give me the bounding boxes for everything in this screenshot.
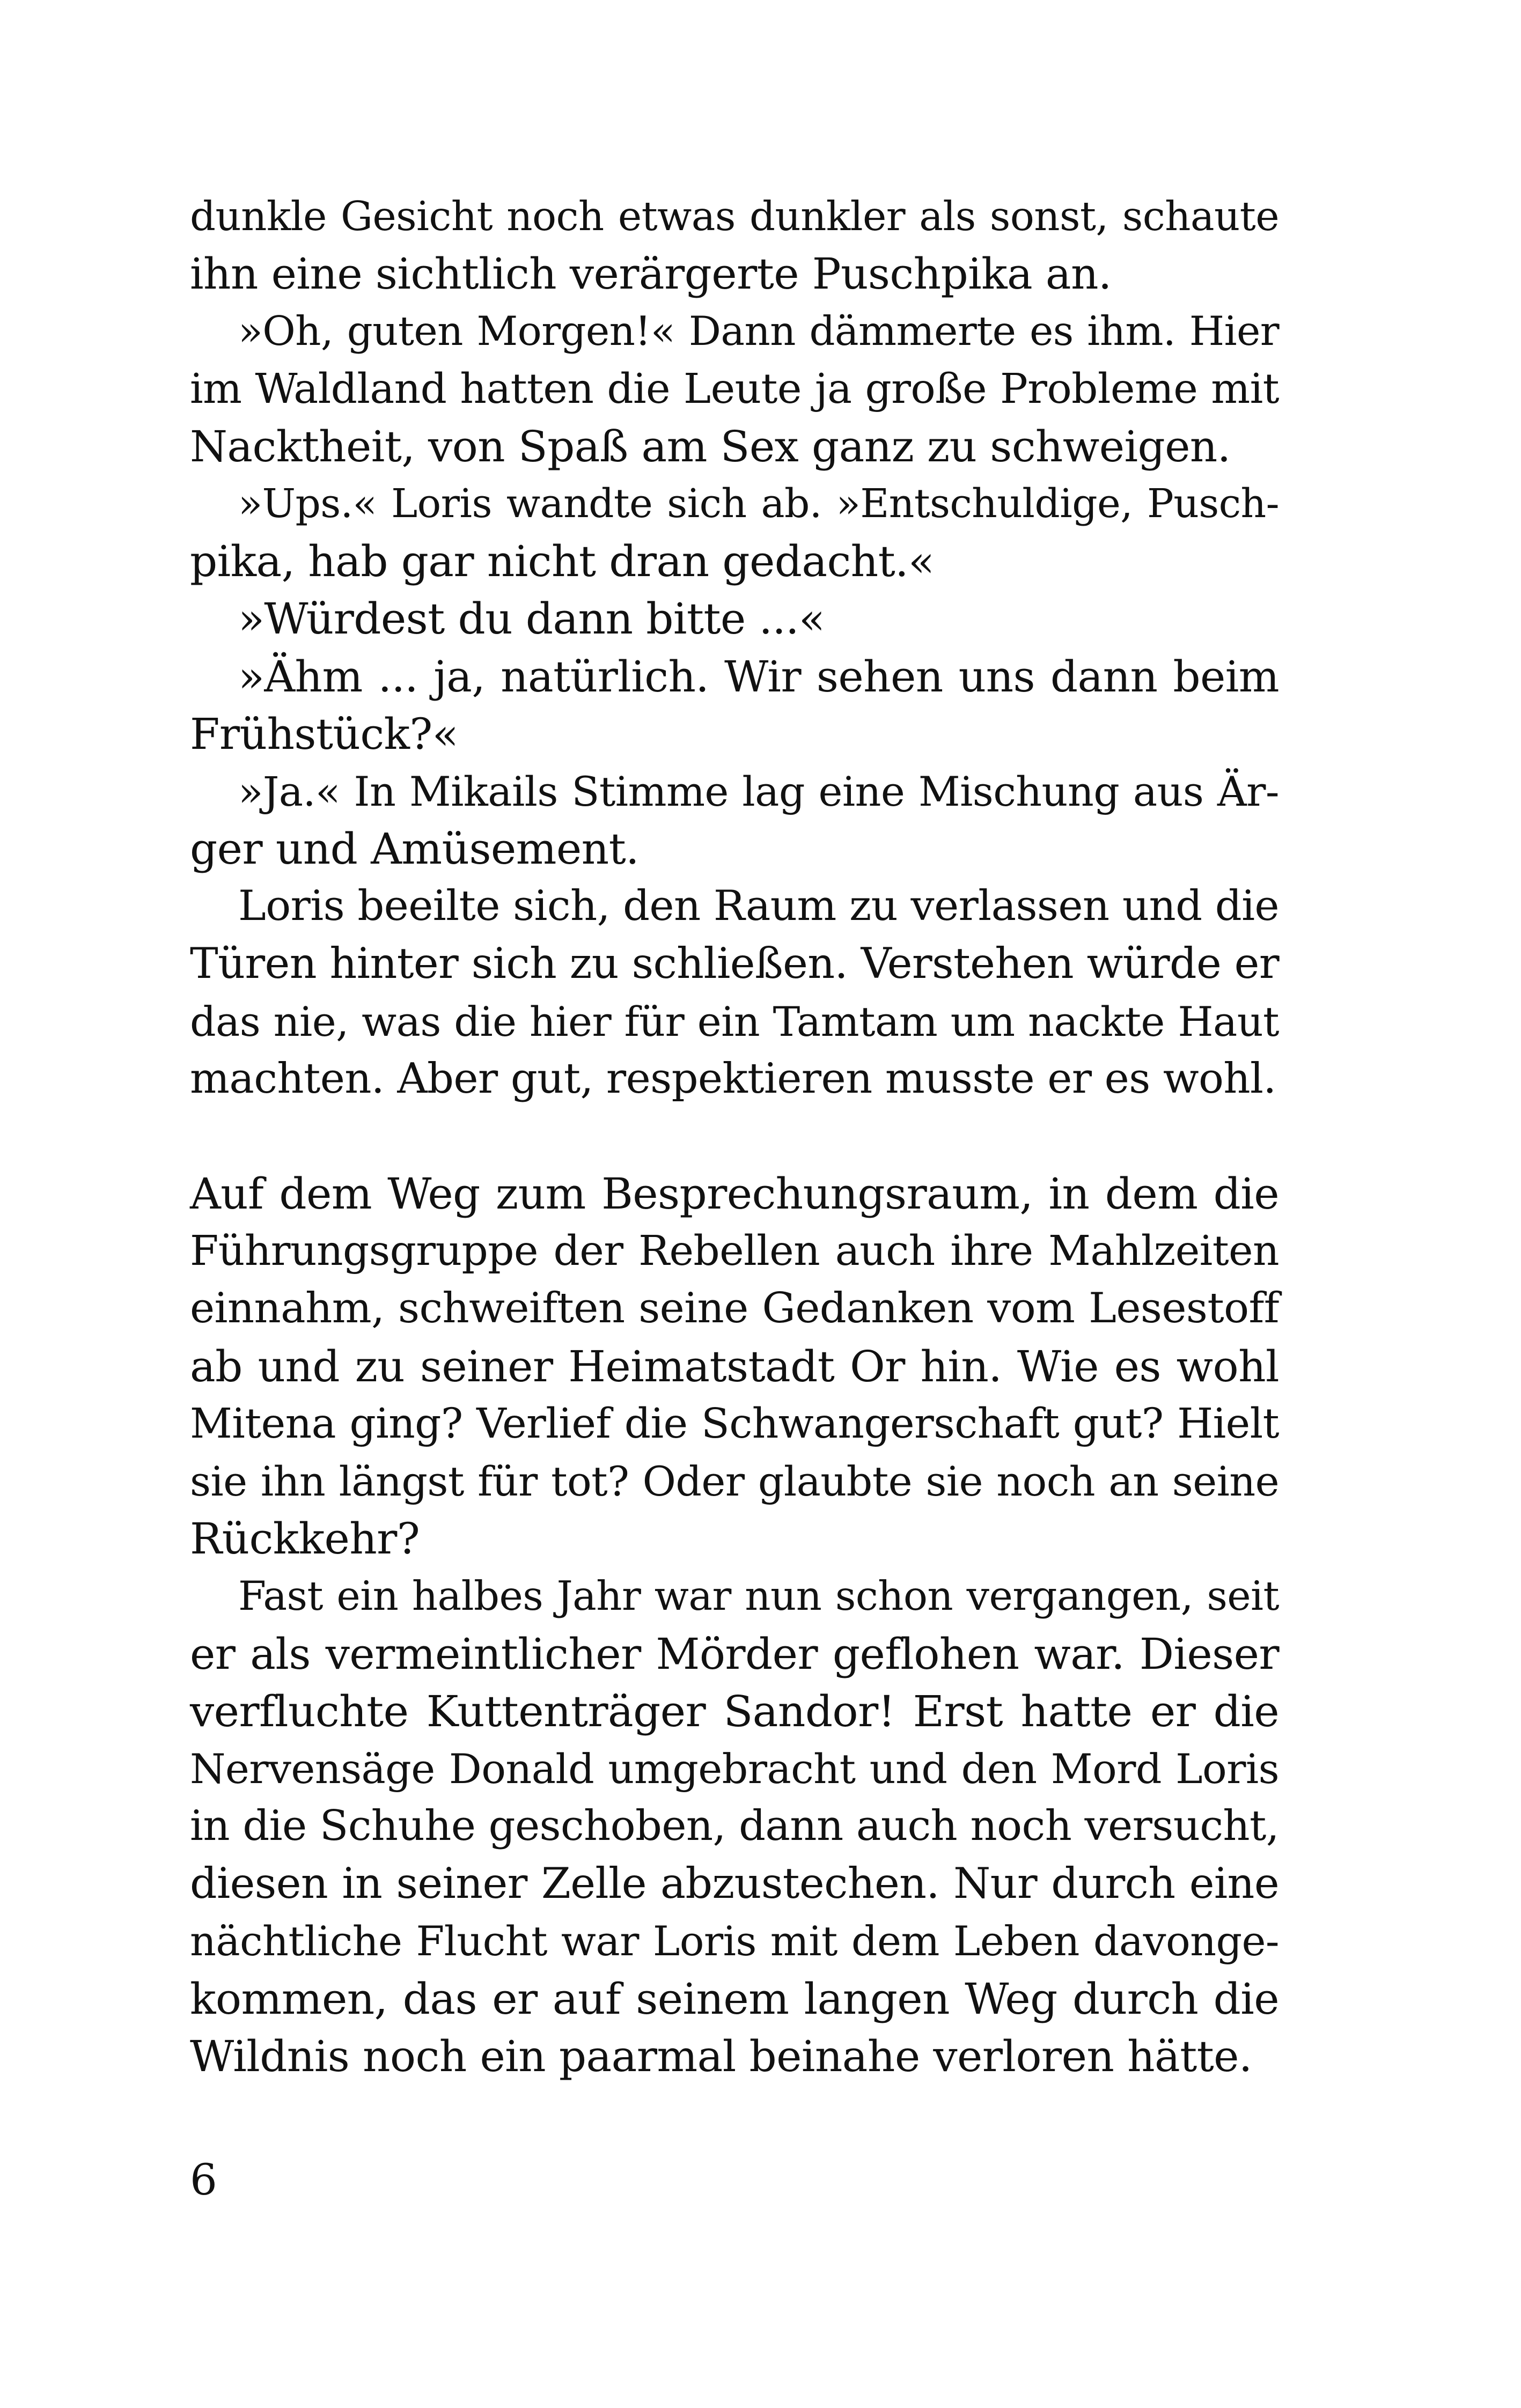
text-line: »Oh, guten Morgen!« Dann dämmerte es ihm. Hier	[238, 307, 1279, 355]
text-line: einnahm, schweiften seine Gedanken vom Lesestoff	[190, 1284, 1279, 1333]
text-line: »Ja.« In Mikails Stimme lag eine Mischung aus Är-	[238, 767, 1279, 815]
text-line: ihn eine sichtlich verärgerte Puschpika an.	[190, 249, 1112, 299]
book-page-body	[190, 188, 1279, 2280]
text-line: Führungsgruppe der Rebellen auch ihre Mahlzeiten	[190, 1227, 1279, 1276]
text-line: ab und zu seiner Heimatstadt Or hin. Wie es wohl	[190, 1341, 1279, 1391]
text-line: Frühstück?«	[190, 709, 459, 759]
text-line: pika, hab gar nicht dran gedacht.«	[190, 536, 935, 587]
text-line: »Ähm ... ja, natürlich. Wir sehen uns dann beim	[238, 651, 1279, 702]
text-line: Nervensäge Donald umgebracht und den Mord Loris	[190, 1744, 1279, 1793]
text-line: sie ihn längst für tot? Oder glaubte sie noch an seine	[190, 1457, 1279, 1505]
page-number: 6	[190, 2155, 217, 2205]
text-line: ger und Amüsement.	[190, 824, 639, 874]
text-line: im Waldland hatten die Leute ja große Probleme mit	[190, 365, 1279, 413]
text-line: Mitena ging? Verlief die Schwangerschaft gut? Hielt	[190, 1400, 1279, 1448]
text-line: diesen in seiner Zelle abzustechen. Nur durch eine	[190, 1859, 1279, 1909]
text-line: Wildnis noch ein paarmal beinahe verloren hätte.	[190, 2031, 1252, 2081]
text-line: »Würdest du dann bitte ...«	[238, 594, 825, 644]
text-line: Loris beeilte sich, den Raum zu verlassen und die	[238, 882, 1279, 931]
text-line: »Ups.« Loris wandte sich ab. »Entschuldige, Pusch-	[238, 480, 1279, 527]
text-line: Türen hinter sich zu schließen. Verstehen würde er	[190, 939, 1279, 989]
text-line: dunkle Gesicht noch etwas dunkler als sonst, schaute	[190, 193, 1279, 240]
text-line: Nacktheit, von Spaß am Sex ganz zu schweigen.	[190, 421, 1231, 472]
text-line: Auf dem Weg zum Besprechungsraum, in dem die	[190, 1169, 1279, 1219]
text-line: verfluchte Kuttenträger Sandor! Erst hatte er die	[190, 1686, 1279, 1736]
text-line: das nie, was die hier für ein Tamtam um nackte Haut	[190, 997, 1279, 1045]
text-section-2	[190, 1165, 1279, 2085]
text-line: er als vermeintlicher Mörder geflohen war. Dieser	[190, 1629, 1279, 1679]
text-line: kommen, das er auf seinem langen Weg durch die	[190, 1973, 1279, 2024]
text-line: in die Schuhe geschoben, dann auch noch versucht,	[190, 1802, 1279, 1851]
text-line: machten. Aber gut, respektieren musste er es wohl.	[190, 1054, 1276, 1103]
text-line: nächtliche Flucht war Loris mit dem Leben davonge-	[190, 1917, 1279, 1965]
text-line: Fast ein halbes Jahr war nun schon vergangen, seit	[238, 1572, 1279, 1620]
text-line: Rückkehr?	[190, 1514, 420, 1564]
text-section-1	[190, 188, 1279, 1108]
